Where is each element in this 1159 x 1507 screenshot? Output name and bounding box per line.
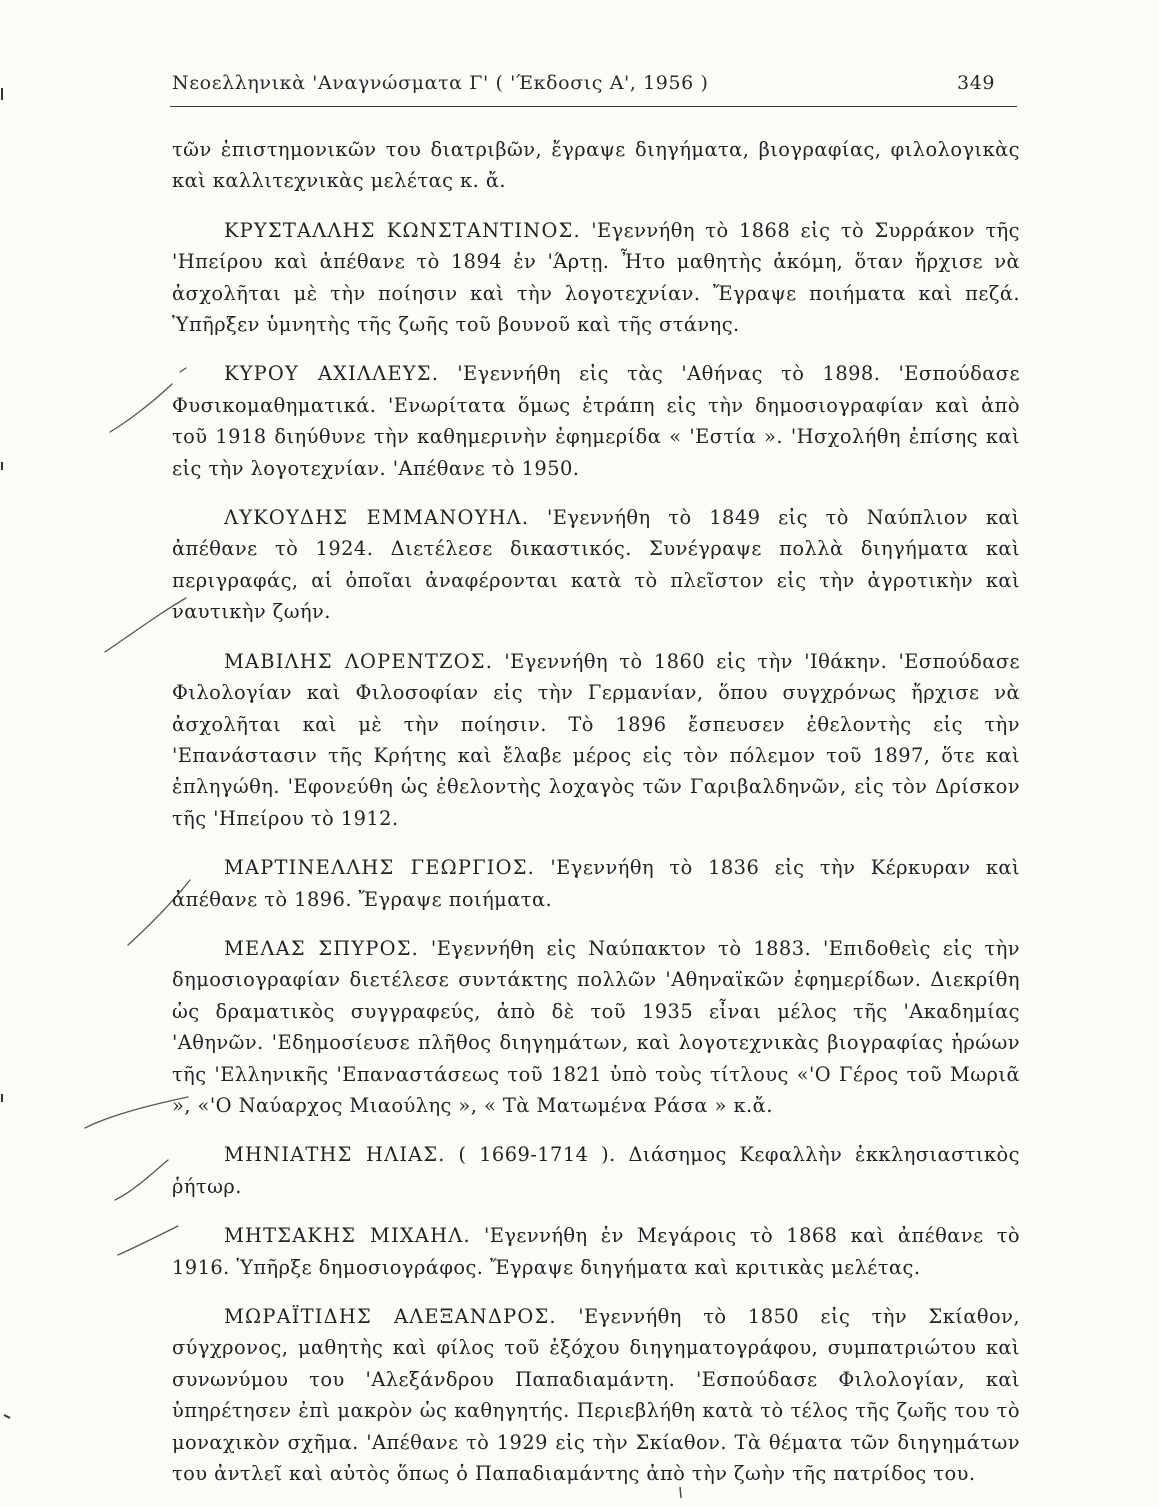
entry-text: 'Εγεννήθη τὸ 1849 εἰς τὸ Ναύπλιον καὶ ἀπέθανε τὸ 1924. Διετέλεσε δικαστικός. Συνέγραψε πολλὰ διηγήματα καὶ περιγραφάς, αἱ ὁποῖαι ἀναφέρονται κατὰ τὸ πλεῖστον εἰς τὴν ἀγροτικὴν καὶ ναυτικὴν ζωήν. — [172, 506, 1020, 624]
entry-text: ( 1669-1714 ). Διάσημος Κεφαλλὴν ἐκκλησιαστικὸς ῥήτωρ. — [172, 1143, 1020, 1198]
entry-name: ΚΡΥΣΤΑΛΛΗΣ ΚΩΝΣΤΑΝΤΙΝΟΣ. — [224, 218, 581, 242]
entry-name: ΜΗΤΣΑΚΗΣ ΜΙΧΑΗΛ. — [224, 1224, 471, 1248]
entry-krystallis — [172, 215, 1020, 341]
entry-melas — [172, 933, 1020, 1121]
entry-moraitidis — [172, 1301, 1020, 1489]
entry-text: 'Εγεννήθη ἐν Μεγάροις τὸ 1868 καὶ ἀπέθανε τὸ 1916. Ὑπῆρξε δημοσιογράφος. Ἔγραψε διηγήματα καὶ κριτικὰς μελέτας. — [172, 1224, 1020, 1279]
entry-miniatis — [172, 1139, 1020, 1202]
entry-kyrou — [172, 358, 1020, 484]
entry-name: ΛΥΚΟΥΔΗΣ ΕΜΜΑΝΟΥΗΛ. — [224, 506, 530, 530]
page-number: 349 — [957, 72, 996, 94]
pencil-mark-moraitidis — [118, 1226, 178, 1255]
entry-text: 'Εγεννήθη τὸ 1850 εἰς τὴν Σκίαθον, σύγχρονος, μαθητὴς καὶ φίλος τοῦ ἐξόχου διηγηματογράφου, συμπατριώτου καὶ συνωνύμου του 'Αλεξάνδρου Παπαδιαμάντη. 'Εσπούδασε Φιλολογίαν, καὶ ὑπηρέτησεν ἐπὶ μακρὸν ὡς καθηγητής. Περιεβλήθη κατὰ τὸ τέλος τῆς ζωῆς του τὸ μοναχικὸν σχῆμα. 'Απέθανε τὸ 1929 εἰς τὴν Σκίαθον. Τὰ θέματα τῶν διηγημάτων του ἀντλεῖ καὶ αὐτὸς ὅπως ὁ Παπαδιαμάντης ἀπὸ τὴν ζωὴν τῆς πατρίδος του. — [172, 1305, 1020, 1486]
entry-text: 'Εγεννήθη τὸ 1836 εἰς τὴν Κέρκυραν καὶ ἀπέθανε τὸ 1896. Ἔγραψε ποιήματα. — [172, 856, 1020, 911]
running-header: Νεοελληνικὰ 'Αναγνώσματα Γ' ( 'Έκδοσις Α', 1956 ) — [172, 72, 709, 94]
intro-paragraph: τῶν ἐπιστημονικῶν του διατριβῶν, ἔγραψε διηγήματα, βιογραφίας, φιλολογικὰς καὶ καλλιτεχνικὰς μελέτας κ. ἄ. — [172, 138, 1020, 193]
entry-text: 'Εγεννήθη τὸ 1868 εἰς τὸ Συρράκον τῆς 'Ηπείρου καὶ ἀπέθανε τὸ 1894 ἐν 'Άρτῃ. Ἦτο μαθητὴς ἀκόμη, ὅταν ἤρχισε νὰ ἀσχολῆται μὲ τὴν ποίησιν καὶ τὴν λογοτεχνίαν. Ἔγραψε ποιήματα καὶ πεζά. Ὑπῆρξεν ὑμνητὴς τῆς ζωῆς τοῦ βουνοῦ καὶ τῆς στάνης. — [172, 218, 1020, 337]
document-body — [172, 134, 1020, 1507]
entry-text: 'Εγεννήθη εἰς τὰς 'Αθήνας τὸ 1898. 'Εσπούδασε Φυσικομαθηματικά. 'Ενωρίτατα ὅμως ἐτράπη εἰς τὴν δημοσιογραφίαν καὶ ἀπὸ τοῦ 1918 διηύθυνε τὴν καθημερινὴν ἐφημερίδα « 'Εστία ». 'Ησχολήθη ἐπίσης καὶ εἰς τὴν λογοτεχνίαν. 'Απέθανε τὸ 1950. — [172, 362, 1020, 480]
entry-name: ΚΥΡΟΥ ΑΧΙΛΛΕΥΣ. — [224, 362, 440, 386]
entry-name: ΜΑΒΙΛΗΣ ΛΟΡΕΝΤΖΟΣ. — [224, 649, 494, 673]
entry-mavilis — [172, 646, 1020, 834]
entry-name: ΜΕΛΑΣ ΣΠΥΡΟΣ. — [224, 936, 420, 960]
entry-text: 'Εγεννήθη εἰς Ναύπακτον τὸ 1883. 'Επιδοθεὶς εἰς τὴν δημοσιογραφίαν διετέλεσε συντάκτης πολλῶν 'Αθηναϊκῶν ἐφημερίδων. Διεκρίθη ὡς δραματικὸς συγγραφεύς, ἀπὸ δὲ τοῦ 1935 εἶναι μέλος τῆς 'Ακαδημίας 'Αθηνῶν. 'Εδημοσίευσε πλῆθος διηγημάτων, καὶ λογοτεχνικὰς βιογραφίας ἡρώων τῆς 'Ελληνικῆς 'Επαναστάσεως τοῦ 1821 ὑπὸ τοὺς τίτλους «'Ο Γέρος τοῦ Μωριᾶ », «'Ο Ναύαρχος Μιαούλης », « Τὰ Ματωμένα Ράσα » κ.ἄ. — [172, 936, 1020, 1117]
entry-name: ΜΩΡΑΪΤΙΔΗΣ ΑΛΕΞΑΝΔΡΟΣ. — [224, 1305, 557, 1328]
entry-lykoudis — [172, 502, 1020, 628]
entry-name: ΜΗΝΙΑΤΗΣ ΗΛΙΑΣ. — [224, 1143, 446, 1167]
pencil-mark-mitsakis — [115, 1160, 168, 1200]
entry-name: ΜΑΡΤΙΝΕΛΛΗΣ ΓΕΩΡΓΙΟΣ. — [224, 856, 535, 880]
entry-martinellis — [172, 852, 1020, 915]
entry-text: 'Εγεννήθη τὸ 1860 εἰς τὴν 'Ιθάκην. 'Εσπούδασε Φιλολογίαν καὶ Φιλοσοφίαν εἰς τὴν Γερμανίαν, ὅπου συγχρόνως ἤρχισε νὰ ἀσχολῆται καὶ μὲ τὴν ποίησιν. Τὸ 1896 ἔσπευσεν ἐθελοντὴς εἰς τὴν 'Επανάστασιν τῆς Κρήτης καὶ ἔλαβε μέρος εἰς τὸν πόλεμον τοῦ 1897, ὅτε καὶ ἐπληγώθη. 'Εφονεύθη ὡς ἐθελοντὴς λοχαγὸς τῶν Γαριβαλδηνῶν, εἰς τὸν Δρίσκον τῆς 'Ηπείρου τὸ 1912. — [172, 649, 1020, 830]
entry-mitsakis — [172, 1220, 1020, 1283]
